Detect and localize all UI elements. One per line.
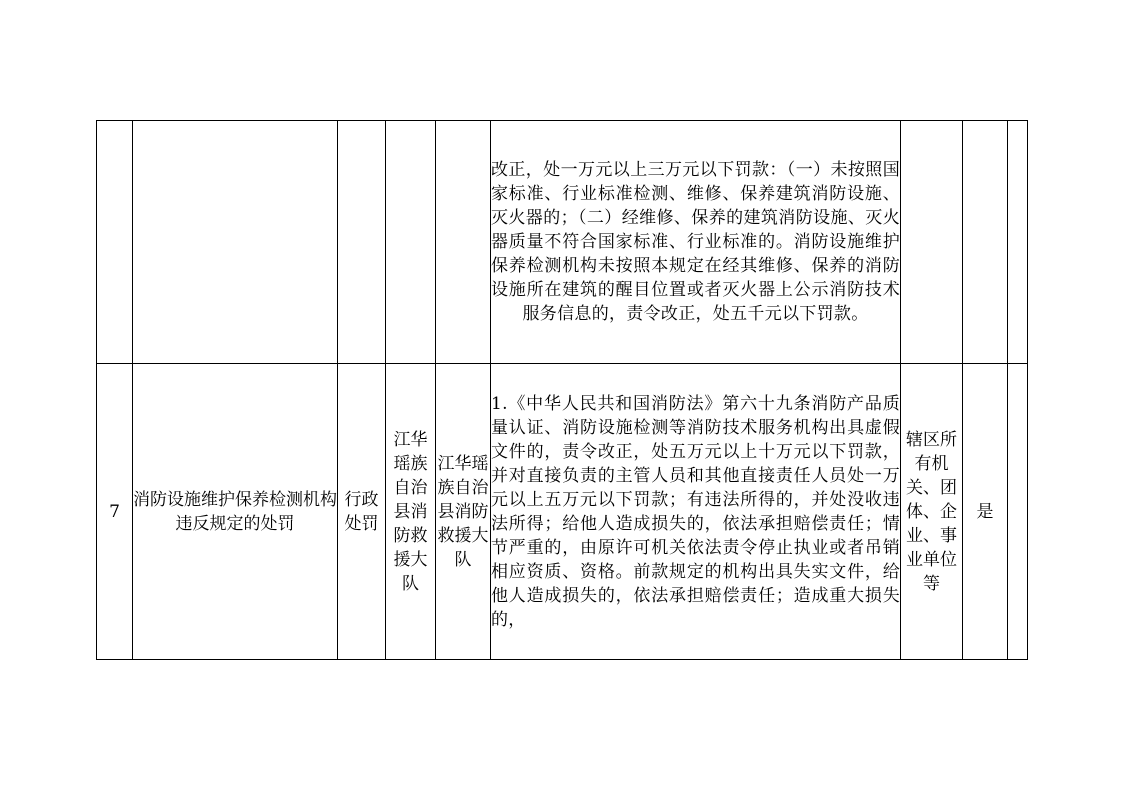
target-cell [901,121,963,364]
responsible-body-cell [436,121,491,364]
item-name-cell: 消防设施维护保养检测机构违反规定的处罚 [133,364,338,660]
seq-cell: 7 [97,364,133,660]
category-cell [338,121,386,364]
note-cell [1008,364,1028,660]
table-row [97,364,1028,660]
responsible-body-cell: 江华瑶族自治县消防救援大队 [436,364,491,660]
legal-basis-cell: 1.《中华人民共和国消防法》第六十九条消防产品质量认证、消防设施检测等消防技术服务机构出具虚假文件的，责令改正，处五万元以上十万元以下罚款，并对直接负责的主管人员和其他直接责任人员处一万元以上五万元以下罚款；有违法所得的，并处没收违法所得；给他人造成损失的，依法承担赔偿责任；情节严重的，由原许可机关依法责令停止执业或者吊销相应资质、资格。前款规定的机构出具失实文件，给他人造成损失的，依法承担赔偿责任；造成重大损失的， [491,364,901,660]
power-list-table [96,120,1028,660]
note-cell [1008,121,1028,364]
item-name-cell [133,121,338,364]
flag-cell [963,121,1008,364]
seq-cell [97,121,133,364]
table-row [97,121,1028,364]
category-cell: 行政处罚 [338,364,386,660]
implementing-body-cell: 江华瑶族自治县消防救援大队 [386,364,436,660]
legal-basis-cell: 改正，处一万元以上三万元以下罚款：（一）未按照国家标准、行业标准检测、维修、保养建筑消防设施、灭火器的；（二）经维修、保养的建筑消防设施、灭火器质量不符合国家标准、行业标准的。消防设施维护保养检测机构未按照本规定在经其维修、保养的消防设施所在建筑的醒目位置或者灭火器上公示消防技术服务信息的，责令改正，处五千元以下罚款。 [491,121,901,364]
target-cell: 辖区所有机关、团体、企业、事业单位等 [901,364,963,660]
flag-cell: 是 [963,364,1008,660]
implementing-body-cell [386,121,436,364]
